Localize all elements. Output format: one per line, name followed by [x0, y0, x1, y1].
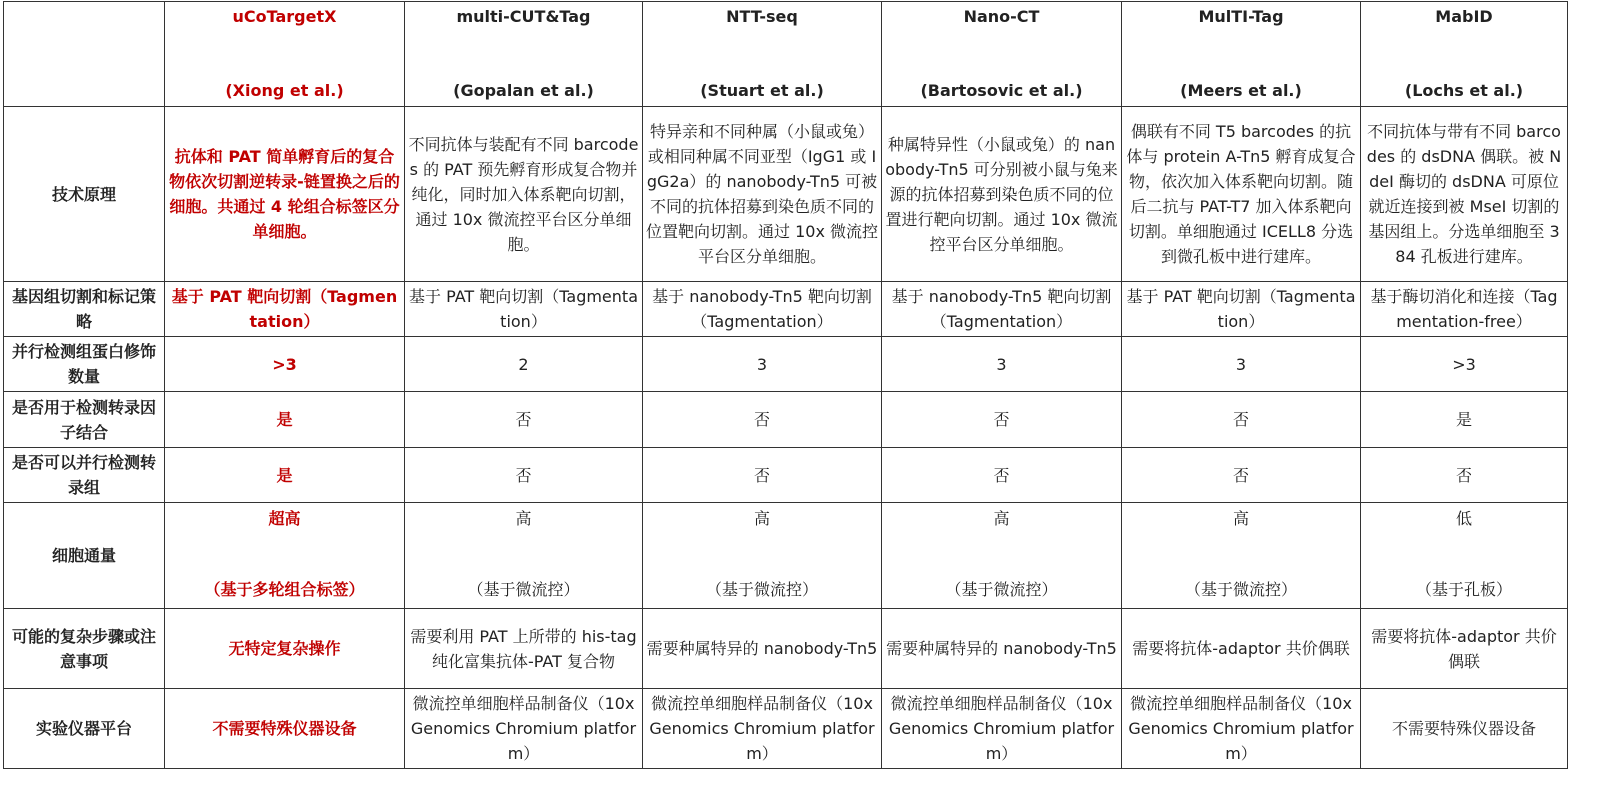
- complex-steps-row: [4, 609, 1568, 689]
- method-name: MulTI-Tag: [1198, 7, 1284, 26]
- table-cell: 需要种属特异的 nanobody-Tn5: [882, 609, 1122, 689]
- table-cell: 需要种属特异的 nanobody-Tn5: [643, 609, 882, 689]
- throughput-basis: （基于多轮组合标签）: [204, 580, 365, 599]
- method-name: Nano-CT: [963, 7, 1040, 26]
- table-cell: 基于酶切消化和连接（Tagmentation-free）: [1361, 282, 1568, 337]
- throughput-basis: （基于微流控）: [467, 580, 580, 599]
- table-cell: [882, 503, 1122, 609]
- throughput-basis: （基于微流控）: [1184, 580, 1297, 599]
- table-cell: 不需要特殊仪器设备: [165, 689, 405, 769]
- throughput-level: 高: [515, 509, 532, 528]
- row-header: 可能的复杂步骤或注意事项: [4, 609, 165, 689]
- throughput-basis: （基于微流控）: [705, 580, 818, 599]
- table-cell: >3: [165, 337, 405, 392]
- table-cell: 微流控单细胞样品制备仪（10x Genomics Chromium platform）: [882, 689, 1122, 769]
- method-reference: (Bartosovic et al.): [920, 81, 1083, 100]
- row-header: 实验仪器平台: [4, 689, 165, 769]
- row-header: 并行检测组蛋白修饰数量: [4, 337, 165, 392]
- method-reference: (Stuart et al.): [700, 81, 824, 100]
- table-cell: 2: [405, 337, 643, 392]
- table-cell: 3: [882, 337, 1122, 392]
- strategy-row: [4, 282, 1568, 337]
- method-reference: (Lochs et al.): [1404, 81, 1524, 100]
- platform-row: [4, 689, 1568, 769]
- column-header: [1122, 2, 1361, 107]
- table-cell: [1361, 503, 1568, 609]
- table-cell: 否: [643, 392, 882, 448]
- table-cell: 否: [882, 392, 1122, 448]
- table-cell: 是: [165, 392, 405, 448]
- throughput-level: 高: [1232, 509, 1249, 528]
- method-reference: (Gopalan et al.): [453, 81, 594, 100]
- table-cell: 3: [1122, 337, 1361, 392]
- row-header: 是否可以并行检测转录组: [4, 448, 165, 503]
- throughput-level: 高: [993, 509, 1010, 528]
- table-cell: 基于 PAT 靶向切割（Tagmentation）: [1122, 282, 1361, 337]
- table-cell: [405, 503, 643, 609]
- table-cell: 种属特异性（小鼠或兔）的 nanobody-Tn5 可分别被小鼠与兔来源的抗体招募到染色质不同的位置进行靶向切割。通过 10x 微流控平台区分单细胞。: [882, 107, 1122, 282]
- table-cell: 否: [1122, 448, 1361, 503]
- table-cell: [165, 503, 405, 609]
- table-cell: 不需要特殊仪器设备: [1361, 689, 1568, 769]
- table-cell: 3: [643, 337, 882, 392]
- method-name: MabID: [1435, 7, 1493, 26]
- row-header: 是否用于检测转录因子结合: [4, 392, 165, 448]
- table-cell: 否: [405, 392, 643, 448]
- comparison-table: [3, 1, 1568, 769]
- row-header: 技术原理: [4, 107, 165, 282]
- table-cell: [1122, 503, 1361, 609]
- throughput-basis: （基于微流控）: [945, 580, 1058, 599]
- row-header: 细胞通量: [4, 503, 165, 609]
- table-cell: 不同抗体与带有不同 barcodes 的 dsDNA 偶联。被 NdeI 酶切的 dsDNA 可原位就近连接到被 MseI 切割的基因组上。分选单细胞至 384 孔板进行建库。: [1361, 107, 1568, 282]
- histone-mods-row: [4, 337, 1568, 392]
- column-header: [882, 2, 1122, 107]
- throughput-basis: （基于孔板）: [1415, 580, 1512, 599]
- throughput-level: 低: [1455, 509, 1472, 528]
- header-row: [4, 2, 1568, 107]
- table-cell: 微流控单细胞样品制备仪（10x Genomics Chromium platform）: [1122, 689, 1361, 769]
- table-cell: 是: [165, 448, 405, 503]
- corner-cell: [4, 2, 165, 107]
- table-cell: 否: [882, 448, 1122, 503]
- table-cell: [643, 503, 882, 609]
- table-cell: 微流控单细胞样品制备仪（10x Genomics Chromium platform）: [405, 689, 643, 769]
- column-header: [165, 2, 405, 107]
- table-cell: 偶联有不同 T5 barcodes 的抗体与 protein A-Tn5 孵育成复合物，依次加入体系靶向切割。随后二抗与 PAT-T7 加入体系靶向切割。单细胞通过 ICELL8 分选到微孔板中进行建库。: [1122, 107, 1361, 282]
- throughput-level: 高: [753, 509, 770, 528]
- table-cell: 基于 nanobody-Tn5 靶向切割（Tagmentation）: [882, 282, 1122, 337]
- table-cell: 否: [1122, 392, 1361, 448]
- table-cell: 否: [643, 448, 882, 503]
- table-cell: 不同抗体与装配有不同 barcodes 的 PAT 预先孵育形成复合物并纯化，同时加入体系靶向切割，通过 10x 微流控平台区分单细胞。: [405, 107, 643, 282]
- table-cell: 抗体和 PAT 简单孵育后的复合物依次切割逆转录-链置换之后的细胞。共通过 4 轮组合标签区分单细胞。: [165, 107, 405, 282]
- method-name: uCoTargetX: [232, 7, 337, 26]
- table-cell: 需要利用 PAT 上所带的 his-tag 纯化富集抗体-PAT 复合物: [405, 609, 643, 689]
- method-name: multi-CUT&Tag: [456, 7, 591, 26]
- column-header: [1361, 2, 1568, 107]
- table-cell: 基于 PAT 靶向切割（Tagmentation）: [405, 282, 643, 337]
- method-reference: (Xiong et al.): [225, 81, 344, 100]
- table-cell: 特异亲和不同种属（小鼠或兔）或相同种属不同亚型（IgG1 或 IgG2a）的 nanobody-Tn5 可被不同的抗体招募到染色质不同的位置靶向切割。通过 10x 微流控平台区分单细胞。: [643, 107, 882, 282]
- table-cell: >3: [1361, 337, 1568, 392]
- table-cell: 是: [1361, 392, 1568, 448]
- method-name: NTT-seq: [726, 7, 798, 26]
- table-cell: 基于 nanobody-Tn5 靶向切割（Tagmentation）: [643, 282, 882, 337]
- method-reference: (Meers et al.): [1180, 81, 1302, 100]
- table-cell: 微流控单细胞样品制备仪（10x Genomics Chromium platform）: [643, 689, 882, 769]
- tf-binding-row: [4, 392, 1568, 448]
- table-cell: 需要将抗体-adaptor 共价偶联: [1361, 609, 1568, 689]
- table-cell: 无特定复杂操作: [165, 609, 405, 689]
- table-cell: 否: [1361, 448, 1568, 503]
- principle-row: [4, 107, 1568, 282]
- throughput-row: [4, 503, 1568, 609]
- transcriptome-row: [4, 448, 1568, 503]
- table-cell: 基于 PAT 靶向切割（Tagmentation）: [165, 282, 405, 337]
- table-cell: 需要将抗体-adaptor 共价偶联: [1122, 609, 1361, 689]
- column-header: [643, 2, 882, 107]
- table-cell: 否: [405, 448, 643, 503]
- row-header: 基因组切割和标记策略: [4, 282, 165, 337]
- column-header: [405, 2, 643, 107]
- throughput-level: 超高: [268, 509, 301, 528]
